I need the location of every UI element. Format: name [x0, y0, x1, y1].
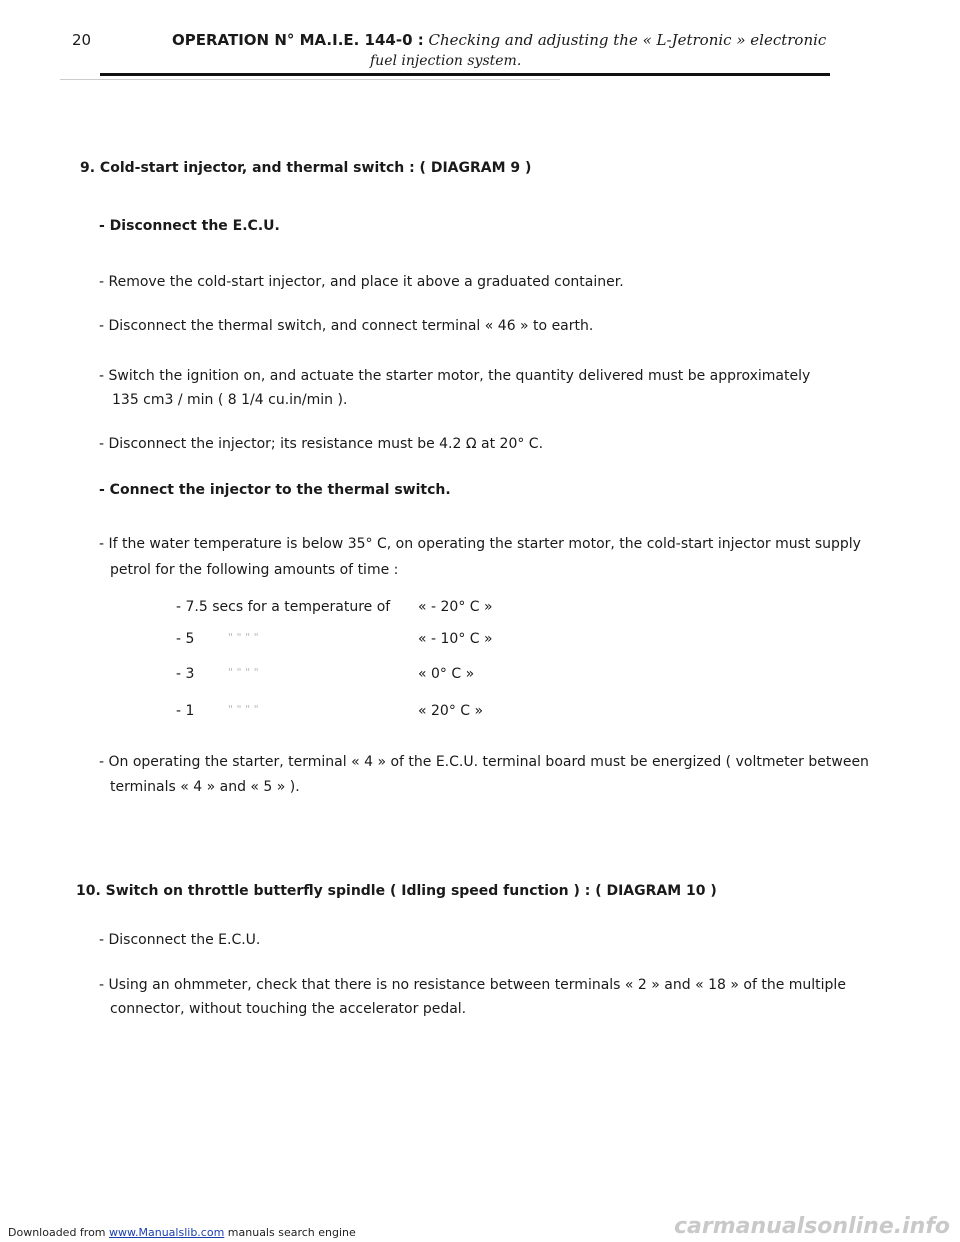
timing-temp-1: « - 20° C »	[418, 599, 493, 615]
operation-number: OPERATION N° MA.I.E. 144-0 :	[172, 31, 424, 49]
section-10-heading: 10. Switch on throttle butterfly spindle ( Idling speed function ) : ( DIAGRAM 10 )	[76, 883, 717, 899]
timing-ditto-4: " " " "	[228, 703, 259, 716]
step-injector-resistance: - Disconnect the injector; its resistance must be 4.2 Ω at 20° C.	[99, 436, 544, 452]
step-disconnect-thermal-switch: - Disconnect the thermal switch, and connect terminal « 46 » to earth.	[99, 318, 594, 334]
step-disconnect-ecu-10: - Disconnect the E.C.U.	[99, 932, 261, 948]
page-header	[172, 31, 826, 49]
footer-suffix: manuals search engine	[227, 1226, 356, 1239]
operation-subject: Checking and adjusting the « L-Jetronic » electronic	[428, 31, 827, 49]
timing-ditto-2: " " " "	[228, 631, 259, 644]
step-starter-energized: - On operating the starter, terminal « 4 » of the E.C.U. terminal board must be energized ( voltmeter between	[99, 754, 869, 770]
timing-time-2: - 5	[176, 631, 195, 647]
step-water-temperature: - If the water temperature is below 35° C, on operating the starter motor, the cold-start injector must supply	[99, 536, 861, 552]
step-switch-ignition-quantity: 135 cm3 / min ( 8 1/4 cu.in/min ).	[112, 392, 348, 408]
footer-prefix: Downloaded from	[8, 1226, 106, 1239]
step-switch-ignition: - Switch the ignition on, and actuate the starter motor, the quantity delivered must be approximately	[99, 368, 811, 384]
section-9-heading: 9. Cold-start injector, and thermal switch : ( DIAGRAM 9 )	[80, 160, 532, 176]
step-water-temperature-continued: petrol for the following amounts of time :	[110, 562, 399, 578]
operation-subject-continued: fuel injection system.	[370, 53, 522, 69]
step-ohmmeter-check: - Using an ohmmeter, check that there is no resistance between terminals « 2 » and « 18 » of the multiple	[99, 977, 846, 993]
step-starter-energized-continued: terminals « 4 » and « 5 » ).	[110, 779, 300, 795]
header-rule-thin	[60, 79, 560, 80]
step-connect-injector: - Connect the injector to the thermal switch.	[99, 482, 451, 498]
timing-time-3: - 3	[176, 666, 195, 682]
step-ohmmeter-check-continued: connector, without touching the accelerator pedal.	[110, 1001, 467, 1017]
page-number: 20	[72, 31, 92, 49]
watermark-brand: carmanualsonline.info	[674, 1214, 950, 1239]
timing-time-4: - 1	[176, 703, 195, 719]
timing-temp-2: « - 10° C »	[418, 631, 493, 647]
timing-ditto-3: " " " "	[228, 666, 259, 679]
timing-time-1: - 7.5 secs for a temperature of	[176, 599, 391, 615]
download-footer	[8, 1226, 356, 1239]
step-disconnect-ecu: - Disconnect the E.C.U.	[99, 218, 280, 234]
manualslib-link[interactable]: www.Manualslib.com	[109, 1226, 225, 1239]
header-rule	[100, 73, 830, 76]
timing-temp-4: « 20° C »	[418, 703, 484, 719]
timing-temp-3: « 0° C »	[418, 666, 475, 682]
step-remove-injector: - Remove the cold-start injector, and place it above a graduated container.	[99, 274, 624, 290]
